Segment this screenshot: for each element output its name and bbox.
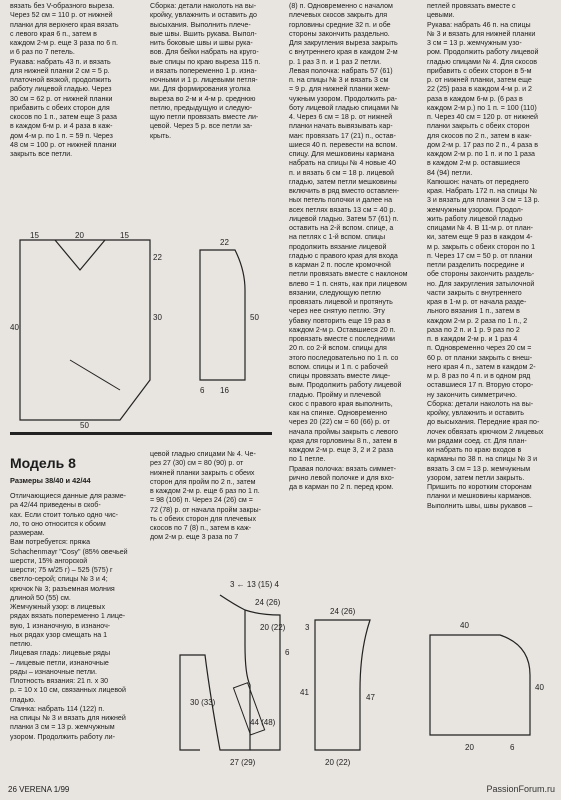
col3-line: ных петель полочки и далее на xyxy=(289,196,393,205)
col1-line: закрыть все петли. xyxy=(10,150,73,158)
col4-line: 84 (94) петли. xyxy=(427,168,473,177)
col4-line: него края 4 п., затем в каждом 2- xyxy=(427,362,536,371)
col4-line: но. Для закругления затылочной xyxy=(427,279,535,288)
col3-line: провязать вместе с последними xyxy=(289,335,396,343)
col5-line: петлю. xyxy=(10,640,33,648)
col4-line: каждом 2-м р.) по 1 п. = 100 (110) xyxy=(427,103,537,112)
col2-line: щую петли провязать вместе ли- xyxy=(150,113,259,121)
svg-text:50: 50 xyxy=(250,313,259,322)
model-title: Модель 8 xyxy=(10,455,76,471)
col3-line: края для горловины 8 п., затем в xyxy=(289,436,398,445)
col5-line: длиной 50 (55) см. xyxy=(10,593,71,602)
col3-line: вязании, следующую петлю xyxy=(289,288,381,297)
col3-line: плечевых скосов закрыть для xyxy=(289,11,388,20)
svg-text:50: 50 xyxy=(80,421,89,430)
col3-line: 20 п. со 2-й вспом. спицы для xyxy=(289,344,387,353)
col3-line: провязать лицевой и протянуть xyxy=(289,298,393,306)
jacket-sleeve-diagram xyxy=(300,600,420,770)
jacket-front-diagram xyxy=(150,575,300,775)
col4-line: лочек обвязать крючком 2 лицевых xyxy=(427,427,544,436)
col3-line: лицевой гладью. Затем 57 (61) п. xyxy=(289,214,399,223)
col3-line: включить в ряд вместо оставлен- xyxy=(289,187,400,195)
svg-text:6: 6 xyxy=(510,743,515,752)
col3-line: п. и вязать 6 см = 18 р. лицевой xyxy=(289,168,395,177)
svg-text:15: 15 xyxy=(120,231,129,240)
col1-line: скосов по 1 п., затем еще 3 раза xyxy=(10,113,117,121)
col2-line: вов. Для бейки набрать на круго- xyxy=(150,48,259,57)
col3-line: с внутреннего края в каждом 2-м xyxy=(289,48,398,57)
col4-line: Пришить по коротким сторонам xyxy=(427,483,532,491)
col2-line: высыхания. Выполнить плече- xyxy=(150,20,251,29)
col1-line: каждом 2-м р. еще 3 раза по 6 п. xyxy=(10,39,118,47)
col1-line: в каждом 6-м р. и 4 раза в каж- xyxy=(10,122,113,131)
col1-line: планки для верхнего края вязать xyxy=(10,20,119,29)
col3-line: да в карман по 2 п. перед кром. xyxy=(289,483,394,491)
col3-line: набрать на спицы № 4 новые 40 xyxy=(289,159,396,168)
col6-line: скосов по 7 (8) п., затем в каж- xyxy=(150,524,252,532)
col2-line: крыть. xyxy=(150,131,172,140)
col3-line: гладью, затем петли мешковины xyxy=(289,177,397,186)
col3-line: через нее снятую петлю. Эту xyxy=(289,307,385,316)
col4-line: 60 р. от планки закрыть с внеш- xyxy=(427,353,533,362)
col2-line: вые швы. Вшить рукава. Выпол- xyxy=(150,29,257,38)
col6-line: в каждом 2-м р. еще 6 раз по 1 п. xyxy=(150,487,260,495)
col3-line: начала проймы закрыть с левого xyxy=(289,427,398,436)
col4-line: узором, затем петли закрыть. xyxy=(427,473,525,482)
col3-line: чужным узором. Продолжить ра- xyxy=(289,94,398,103)
col3-line: скос с правого края выполнить, xyxy=(289,399,393,408)
svg-text:40: 40 xyxy=(460,621,469,630)
col5-line: ло, то оно относится к обоим xyxy=(10,519,106,528)
col3-line: гладью с правого края для входа xyxy=(289,251,398,260)
svg-text:20 (22): 20 (22) xyxy=(325,758,351,767)
col4-line: гладью спицами № 4. Для скосов xyxy=(427,57,538,66)
col2-line: выреза во 2-м и 4-м р. среднюю xyxy=(150,94,256,103)
col3-line: спицы провязать вместе лице- xyxy=(289,372,391,380)
col3-line: как на спинке. Одновременно xyxy=(289,409,388,417)
col4-line: р. от нижней планки, затем еще xyxy=(427,76,532,84)
col3-line: вым. Продолжить работу лицевой xyxy=(289,381,402,390)
col4-line: м р. 8 раз по 4 п. и в одном ряд xyxy=(427,372,531,380)
col4-line: № 3 и вязать для нижней планки xyxy=(427,29,536,38)
svg-text:20 (22): 20 (22) xyxy=(260,623,286,632)
svg-text:24 (26): 24 (26) xyxy=(255,598,281,607)
col4-line: части закрыть с внутреннего xyxy=(427,288,522,297)
col3-line: (8) п. Одновременно с началом xyxy=(289,2,393,10)
col6-line: сторон для пройм по 2 п., затем xyxy=(150,477,256,486)
svg-text:44 (48): 44 (48) xyxy=(250,718,276,727)
col4-line: п. Одновременно через 20 см = xyxy=(427,344,532,353)
col2-line: вые спицы по краю выреза 115 п. xyxy=(150,57,261,66)
col2-line: Сборка: детали наколоть на вы- xyxy=(150,2,257,10)
col5-line: Спинка: набрать 114 (122) п. xyxy=(10,704,105,713)
col3-line: планки начать вывязывать кар- xyxy=(289,122,393,131)
col1-line: 48 см = 100 р. от нижней планки xyxy=(10,140,117,149)
col3-line: по 1 петле. xyxy=(289,455,326,464)
col3-line: на петлях с 1-й вспом. спицы xyxy=(289,233,386,242)
col4-line: планки закрыть с обеих сторон xyxy=(427,122,530,131)
col3-line: = 9 р. для нижней планки жем- xyxy=(289,85,391,94)
col6-line: ть с обеих сторон для плечевых xyxy=(150,514,257,523)
col1-line: прибавить с обеих сторон для xyxy=(10,103,110,112)
col1-line: Рукава: набрать 43 п. и вязать xyxy=(10,57,111,66)
col3-line: спицу. Для мешковины кармана xyxy=(289,150,395,158)
col1-line: для нижней планки 2 см = 5 р. xyxy=(10,66,110,75)
watermark: PassionForum.ru xyxy=(486,784,555,794)
svg-text:20: 20 xyxy=(465,743,474,752)
col4-line: каждом 2-м р. по 1 п. и по 1 раза xyxy=(427,150,535,158)
col4-line: обе стороны закончить раздель- xyxy=(427,270,535,279)
col6-line: = 98 (106) п. Через 24 (26) см = xyxy=(150,496,253,505)
col4-line: оставшиеся 17 п. Вторую сторо- xyxy=(427,381,534,390)
col4-line: Капюшон: начать от переднего xyxy=(427,177,529,186)
page-footer: 26 VERENA 1/99 xyxy=(8,785,70,794)
col3-line: каждом 2-м р. еще 3, 2 и 2 раза xyxy=(289,446,394,454)
col5-line: р. = 10 х 10 см, связанных лицевой xyxy=(10,686,126,695)
col6-line: 72 (78) р. от начала пройм закры- xyxy=(150,505,261,514)
col3-line: оставить на 2-й вспом. спице, а xyxy=(289,224,394,232)
svg-text:6: 6 xyxy=(285,648,290,657)
col5-line: Жемчужный узор: в лицевых xyxy=(10,603,106,611)
svg-text:20: 20 xyxy=(75,231,84,240)
text-column-2 xyxy=(150,2,280,141)
svg-text:41: 41 xyxy=(300,688,309,697)
col5-line: ряды – изнаночные петли. xyxy=(10,667,97,676)
col4-line: 3 и вязать для планки 3 см = 13 р. xyxy=(427,196,540,205)
svg-text:30 (33): 30 (33) xyxy=(190,698,216,707)
col5-line: планки 3 см = 13 р. жемчужным xyxy=(10,723,115,732)
col5-line: узором. Продолжить работу ли- xyxy=(10,732,115,741)
col4-line: каждом 2-м р. 2 раза по 1 п., 2 xyxy=(427,316,528,325)
col4-line: в каждом 2-м р. оставшиеся xyxy=(427,159,521,168)
col6-line: дом 2-м р. еще 3 раза по 7 xyxy=(150,533,239,542)
col3-line: продолжить вязание лицевой xyxy=(289,242,387,251)
col3-line: убавку повторить еще 19 раз в xyxy=(289,316,391,325)
col6-line: нижней планки закрыть с обеих xyxy=(150,468,255,477)
col4-line: кройку, увлажнить и оставить xyxy=(427,409,524,417)
col6-line: цевой гладью спицами № 4. Че- xyxy=(150,450,256,458)
svg-text:47: 47 xyxy=(366,693,375,702)
col1-line: дом 4-м р. по 1 п. = 59 п. Через xyxy=(10,131,113,140)
col4-line: планки и мешковины карманов. xyxy=(427,492,532,501)
col3-line: каждом 2-м р. Оставшиеся 20 п. xyxy=(289,325,396,334)
col4-line: раза в каждом 6-м р. (6 раз в xyxy=(427,94,523,103)
section-divider xyxy=(10,432,272,435)
text-column-5 xyxy=(10,492,141,742)
svg-text:40: 40 xyxy=(10,323,19,332)
col2-line: цевой. Через 5 р. все петли за- xyxy=(150,122,253,131)
col5-line: размерам. xyxy=(10,529,45,537)
col4-line: карманы по 38 п. на спицы № 3 и xyxy=(427,455,538,464)
col1-line: и 6 раз по 7 петель. xyxy=(10,48,75,57)
svg-text:3: 3 xyxy=(305,623,310,632)
col5-line: светло-серой; спицы № 3 и 4; xyxy=(10,575,108,584)
col5-line: ных рядах узор смещать на 1 xyxy=(10,630,108,639)
col4-line: жемчужным узором. Продол- xyxy=(427,205,524,214)
col4-line: п. Через 40 см = 120 р. от нижней xyxy=(427,113,538,121)
col2-line: петлю, предыдущую и следую- xyxy=(150,103,253,112)
col1-line: вязать без V-образного выреза. xyxy=(10,2,115,10)
col5-line: на спицы № 3 и вязать для нижней xyxy=(10,714,126,722)
col1-line: с левого края 6 п., затем в xyxy=(10,29,97,38)
svg-text:30: 30 xyxy=(153,313,162,322)
sleeve-pattern-diagram xyxy=(190,230,280,400)
col4-line: ки набрать по краю входов в xyxy=(427,446,522,454)
col4-line: п. в каждом 2-м р. и 1 раз 4 xyxy=(427,335,518,343)
col3-line: Левая полочка: набрать 57 (61) xyxy=(289,66,393,75)
col4-line: 22 (25) раза в каждом 4-м р. и 2 xyxy=(427,85,532,94)
col5-line: крючок № 3; разъемная молния xyxy=(10,584,115,593)
col5-line: вую, 1 изнаночную, в изнаноч- xyxy=(10,621,111,630)
body-pattern-diagram xyxy=(10,230,170,430)
col3-line: гладью. Пройму и плечевой xyxy=(289,390,381,399)
svg-text:6: 6 xyxy=(200,386,205,395)
col4-line: петли разделить посредине и xyxy=(427,261,525,269)
text-column-4 xyxy=(427,2,557,511)
col4-line: ром. Продолжить работу лицевой xyxy=(427,48,539,57)
svg-text:27 (29): 27 (29) xyxy=(230,758,256,767)
svg-text:22: 22 xyxy=(220,238,229,247)
col4-line: для скосов по 2 п., затем в каж- xyxy=(427,131,532,140)
col3-line: этого последовательно по 1 п. со xyxy=(289,353,399,362)
col4-line: жить работу лицевой гладью xyxy=(427,214,523,223)
col5-line: шерсти; 75 м/25 г) – 525 (575) г xyxy=(10,566,113,574)
text-column-1 xyxy=(10,2,142,159)
col1-line: работу лицевой гладью. Через xyxy=(10,85,112,94)
col5-line: ках. Если стоит только одно чис- xyxy=(10,510,119,519)
svg-text:3 ← 13 (15) 4: 3 ← 13 (15) 4 xyxy=(230,580,279,589)
col3-line: боту лицевой гладью спицами № xyxy=(289,103,399,112)
col4-line: вязать 3 см = 13 р. жемчужным xyxy=(427,464,531,473)
col2-line: ми. Для формирования уголка xyxy=(150,85,251,94)
col3-line: через 20 (22) см = 60 (66) р. от xyxy=(289,418,390,427)
col4-line: петлей провязать вместе с xyxy=(427,2,516,10)
col1-line: платочной вязкой, продолжить xyxy=(10,76,112,84)
hood-diagram xyxy=(420,610,550,760)
col3-line: 4. Через 6 см = 18 р. от нижней xyxy=(289,113,393,121)
col4-line: дом 2-м р. 17 раз по 2 п., 4 раза в xyxy=(427,140,538,149)
svg-text:16: 16 xyxy=(220,386,229,395)
col5-line: – лицевые петли, изнаночные xyxy=(10,658,109,667)
svg-text:22: 22 xyxy=(153,253,162,262)
col3-line: шиеся 40 п. перевести на вспом. xyxy=(289,140,398,149)
col4-line: цевыми. xyxy=(427,11,455,20)
col4-line: Сборка: детали наколоть на вы- xyxy=(427,399,534,408)
col5-line: Schachenmayr "Cosy" (85% овечьей xyxy=(10,547,128,556)
svg-text:24 (26): 24 (26) xyxy=(330,607,356,616)
col2-line: ночными и 1 р. лицевыми петля- xyxy=(150,76,258,84)
col3-line: п. на спицы № 3 и вязать 3 см xyxy=(289,76,389,84)
col3-line: р. 1 раз 3 п. и 1 раз 2 петли. xyxy=(289,57,382,66)
col3-line: рично левой полочке и для вхо- xyxy=(289,473,395,482)
col4-line: п. Через 17 см = 50 р. от планки xyxy=(427,251,533,260)
col1-line: Через 52 см = 110 р. от нижней xyxy=(10,11,113,20)
col4-line: 3 см = 13 р. жемчужным узо- xyxy=(427,39,522,47)
col5-line: Лицевая гладь: лицевые ряды xyxy=(10,649,111,658)
col4-line: ки, затем еще 9 раз в каждом 4- xyxy=(427,233,533,242)
col3-line: стороны закончить раздельно. xyxy=(289,29,390,38)
col5-line: рядах вязать попеременно 1 лице- xyxy=(10,612,126,621)
svg-text:40: 40 xyxy=(535,683,544,692)
col3-line: вспом. спицы и 1 п. с рабочей xyxy=(289,362,388,371)
col5-line: Отличающиеся данные для разме- xyxy=(10,492,127,500)
col5-line: шерсти, 15% ангорской xyxy=(10,556,88,565)
text-column-3 xyxy=(289,2,420,492)
col4-line: ми рядами соед. ст. Для план- xyxy=(427,436,527,445)
col3-line: всех петлях вязать 13 см = 40 р. xyxy=(289,205,396,214)
text-column-6 xyxy=(150,450,280,543)
col4-line: ну закончить симметрично. xyxy=(427,390,517,399)
col4-line: прибавить с обеих сторон в 5-м xyxy=(427,66,532,75)
col4-line: Выполнить швы, швы рукавов – xyxy=(427,501,533,510)
col5-line: Вам потребуется: пряжа xyxy=(10,538,91,547)
col4-line: спицами № 4. В 11-м р. от план- xyxy=(427,224,534,232)
col3-line: Для закругления выреза закрыть xyxy=(289,39,398,47)
col3-line: ман: провязать 17 (21) п., остав- xyxy=(289,131,396,140)
col4-line: раза по 2 п. и 1 р. 9 раз по 2 xyxy=(427,325,520,334)
model-sizes: Размеры 38/40 и 42/44 xyxy=(10,476,91,485)
col2-line: нить боковые швы и швы рука- xyxy=(150,39,253,47)
col6-line: рез 27 (30) см = 80 (90) р. от xyxy=(150,459,244,468)
col3-line: Правая полочка: вязать симмет- xyxy=(289,464,396,473)
col5-line: ра 42/44 приведены в скоб- xyxy=(10,501,101,510)
col2-line: и вязать попеременно 1 р. изна- xyxy=(150,66,257,75)
col3-line: в карман 2 п. после кромочной xyxy=(289,261,391,269)
col4-line: льного вязания 1 п., затем в xyxy=(427,307,520,316)
col4-line: края в 1-м р. от начала разде- xyxy=(427,298,527,306)
col1-line: 30 см = 62 р. от нижней планки xyxy=(10,94,113,103)
col5-line: Плотность вязания: 21 п. х 30 xyxy=(10,677,109,685)
col2-line: кройку, увлажнить и оставить до xyxy=(150,11,257,20)
col3-line: влево = 1 п. снять, как при лицевом xyxy=(289,279,407,288)
col4-line: м р. закрыть с обеих сторон по 1 xyxy=(427,242,536,251)
col4-line: края. Набрать 172 п. на спицы № xyxy=(427,187,538,195)
col3-line: горловины средние 32 п. и обе xyxy=(289,20,391,29)
svg-text:15: 15 xyxy=(30,231,39,240)
col5-line: гладью. xyxy=(10,695,36,704)
col4-line: Рукава: набрать 46 п. на спицы xyxy=(427,20,531,29)
col4-line: до высыхания. Передние края по- xyxy=(427,418,540,427)
col3-line: петли провязать вместе с наклоном xyxy=(289,270,408,279)
